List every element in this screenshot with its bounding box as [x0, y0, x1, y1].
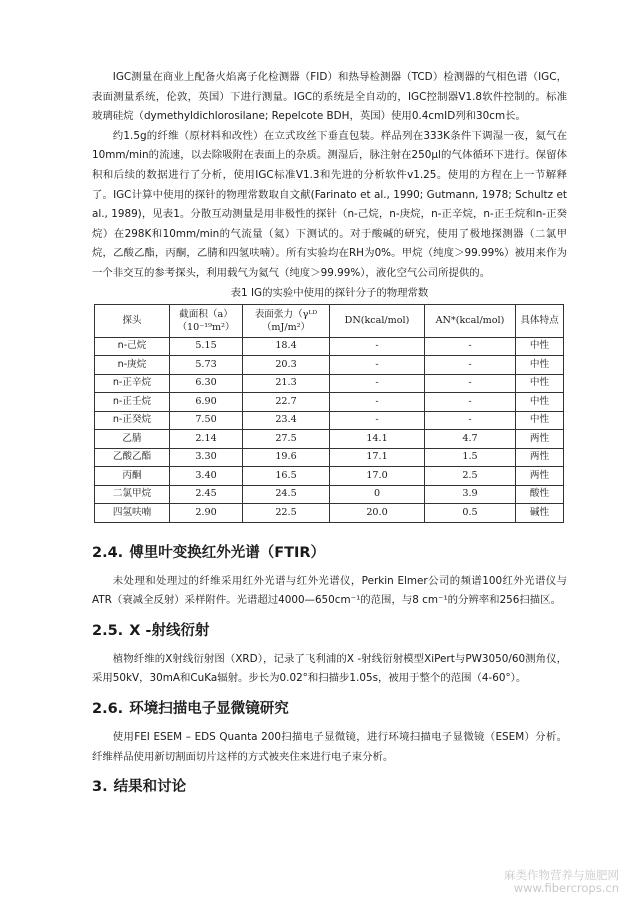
- section-title: 结果和讨论: [113, 779, 187, 796]
- cell-feature: 酸性: [516, 485, 564, 504]
- cell-an: 2.5: [425, 467, 516, 486]
- cell-dn: 17.1: [330, 448, 425, 467]
- header-dn: DN(kcal/mol): [330, 304, 425, 337]
- table-row: [95, 356, 564, 375]
- header-area-line2: （10⁻¹⁹m²）: [177, 321, 235, 333]
- section-title: 环境扫描电子显微镜研究: [129, 700, 289, 717]
- cell-probe: n-正壬烷: [95, 393, 170, 412]
- cell-area: 7.50: [170, 411, 243, 430]
- paragraph-ftir: 未处理和处理过的纤维采用红外光谱与红外光谱仪，Perkin Elmer公司的频谱100红外光谱仪与ATR（衰减全反射）采样附件。光谱超过4000—650cm⁻¹的范围，与8 cm⁻¹的分辨率和256扫描区。: [92, 574, 567, 607]
- cell-dn: -: [330, 411, 425, 430]
- section-heading-ftir: [92, 543, 567, 563]
- cell-tension: 18.4: [243, 337, 330, 356]
- table-row: [95, 411, 564, 430]
- cell-probe: n-正辛烷: [95, 374, 170, 393]
- cell-dn: 20.0: [330, 504, 425, 523]
- cell-an: 3.9: [425, 485, 516, 504]
- table-caption: 表1 IG的实验中使用的探针分子的物理常数: [230, 286, 429, 299]
- table-row: [95, 448, 564, 467]
- cell-probe: 乙酸乙酯: [95, 448, 170, 467]
- section-heading-results: [92, 777, 567, 797]
- paragraph-igc-procedure: 约1.5g的纤维（原材料和改性）在立式玫丝下垂直包装。样品列在333K条件下调湿一夜，氦气在10mm/min的流速，以去除吸附在表面上的杂质。测湿后，脉注射在250μl的气体循环下进行。保留体积和后续的数据进行了分析，使用IGC标准V1.3和先进的分析软件v1.25。使用的方程在上一节解释了。IGC计算中使用的探针的物理常数取自文献(Farinato et al., 1990; Gutmann, 1978; Schultz et al., 1989)，见表1。分散互动测量是用非极性的探针（n-己烷，n-庚烷，n-正辛烷，n-正壬烷和n-正癸烷）在298K和10mm/min的气流量（氦）下测试的。对于酸碱的研究，使用了极地探测器（二氯甲烷，乙酸乙酯，丙酮，乙腈和四氢呋喃）。所有实验均在RH为0%。甲烷（纯度＞99.99%）被用来作为一个非交互的参考探头，利用载气为氦气（纯度＞99.99%），液化空气公司所提供的。: [92, 129, 567, 279]
- section-number: 3.: [92, 779, 108, 796]
- cell-an: 0.5: [425, 504, 516, 523]
- cell-feature: 中性: [516, 356, 564, 375]
- page-content: [92, 68, 567, 797]
- cell-area: 3.30: [170, 448, 243, 467]
- cell-feature: 两性: [516, 467, 564, 486]
- header-tension-line1: 表面张力（γᴸᴰ: [254, 308, 318, 320]
- probe-constants-table: [94, 304, 564, 523]
- cell-area: 5.15: [170, 337, 243, 356]
- table-row: [95, 393, 564, 412]
- section-number: 2.4.: [92, 544, 124, 561]
- cell-tension: 23.4: [243, 411, 330, 430]
- section-heading-esem: [92, 699, 567, 719]
- cell-probe: 乙腈: [95, 430, 170, 449]
- header-tension-line2: （mJ/m²）: [261, 321, 311, 333]
- section-number: 2.5.: [92, 622, 124, 639]
- table-row: [95, 467, 564, 486]
- table-body: [95, 337, 564, 522]
- cell-tension: 22.5: [243, 504, 330, 523]
- cell-feature: 两性: [516, 430, 564, 449]
- table-row: [95, 430, 564, 449]
- cell-feature: 两性: [516, 448, 564, 467]
- header-tension: [243, 304, 330, 337]
- cell-tension: 20.3: [243, 356, 330, 375]
- cell-dn: 17.0: [330, 467, 425, 486]
- cell-feature: 中性: [516, 411, 564, 430]
- table-row: [95, 337, 564, 356]
- watermark: [504, 869, 619, 895]
- cell-tension: 21.3: [243, 374, 330, 393]
- paragraph-esem: 使用FEI ESEM – EDS Quanta 200扫描电子显微镜，进行环境扫描电子显微镜（ESEM）分析。纤维样品使用新切割面切片这样的方式被夹住来进行电子束分析。: [92, 730, 567, 763]
- table-row: [95, 374, 564, 393]
- cell-area: 6.90: [170, 393, 243, 412]
- cell-area: 6.30: [170, 374, 243, 393]
- table-header-row: [95, 304, 564, 337]
- section-title: X -射线衍射: [129, 622, 210, 639]
- section-heading-xrd: [92, 621, 567, 641]
- cell-probe: n-庚烷: [95, 356, 170, 375]
- cell-probe: 二氯甲烷: [95, 485, 170, 504]
- cell-dn: -: [330, 374, 425, 393]
- cell-an: -: [425, 356, 516, 375]
- cell-area: 2.14: [170, 430, 243, 449]
- watermark-site-name: 麻类作物营养与施肥网: [504, 868, 619, 882]
- cell-dn: -: [330, 393, 425, 412]
- header-feature: 具体特点: [516, 304, 564, 337]
- cell-tension: 22.7: [243, 393, 330, 412]
- cell-an: -: [425, 393, 516, 412]
- header-area-line1: 截面积（a）: [179, 308, 233, 320]
- cell-an: -: [425, 411, 516, 430]
- section-title: 傅里叶变换红外光谱（FTIR）: [129, 544, 326, 561]
- cell-tension: 24.5: [243, 485, 330, 504]
- header-probe: 探头: [95, 304, 170, 337]
- cell-an: -: [425, 337, 516, 356]
- cell-tension: 27.5: [243, 430, 330, 449]
- header-an: AN*(kcal/mol): [425, 304, 516, 337]
- table-row: [95, 504, 564, 523]
- cell-area: 3.40: [170, 467, 243, 486]
- table-row: [95, 485, 564, 504]
- cell-an: 1.5: [425, 448, 516, 467]
- cell-dn: -: [330, 356, 425, 375]
- watermark-url: www.fibercrops.cn: [513, 881, 619, 895]
- cell-dn: 14.1: [330, 430, 425, 449]
- cell-probe: n-正癸烷: [95, 411, 170, 430]
- cell-probe: 四氢呋喃: [95, 504, 170, 523]
- cell-tension: 19.6: [243, 448, 330, 467]
- cell-probe: 丙酮: [95, 467, 170, 486]
- cell-an: -: [425, 374, 516, 393]
- cell-an: 4.7: [425, 430, 516, 449]
- paragraph-igc-setup: IGC测量在商业上配备火焰离子化检测器（FID）和热导检测器（TCD）检测器的气相色谱（IGC，表面测量系统，伦敦，英国）下进行测量。IGC的系统是全自动的，IGC控制器V1.8软件控制的。标准玻璃硅烷（dymethyldichlorosilane; Repelcote BDH，英国）使用0.4cmID列和30cm长。: [92, 71, 567, 123]
- cell-area: 5.73: [170, 356, 243, 375]
- cell-probe: n-己烷: [95, 337, 170, 356]
- cell-feature: 碱性: [516, 504, 564, 523]
- header-area: [170, 304, 243, 337]
- cell-area: 2.90: [170, 504, 243, 523]
- cell-feature: 中性: [516, 374, 564, 393]
- cell-dn: -: [330, 337, 425, 356]
- paragraph-xrd: 植物纤维的X射线衍射图（XRD），记录了飞利浦的X -射线衍射模型XiPert与PW3050/60测角仪，采用50kV，30mA和CuKa辐射。步长为0.02°和扫描步1.05s，被用于整个的范围（4-60°）。: [92, 652, 567, 685]
- cell-feature: 中性: [516, 337, 564, 356]
- cell-tension: 16.5: [243, 467, 330, 486]
- cell-dn: 0: [330, 485, 425, 504]
- cell-feature: 中性: [516, 393, 564, 412]
- cell-area: 2.45: [170, 485, 243, 504]
- section-number: 2.6.: [92, 700, 124, 717]
